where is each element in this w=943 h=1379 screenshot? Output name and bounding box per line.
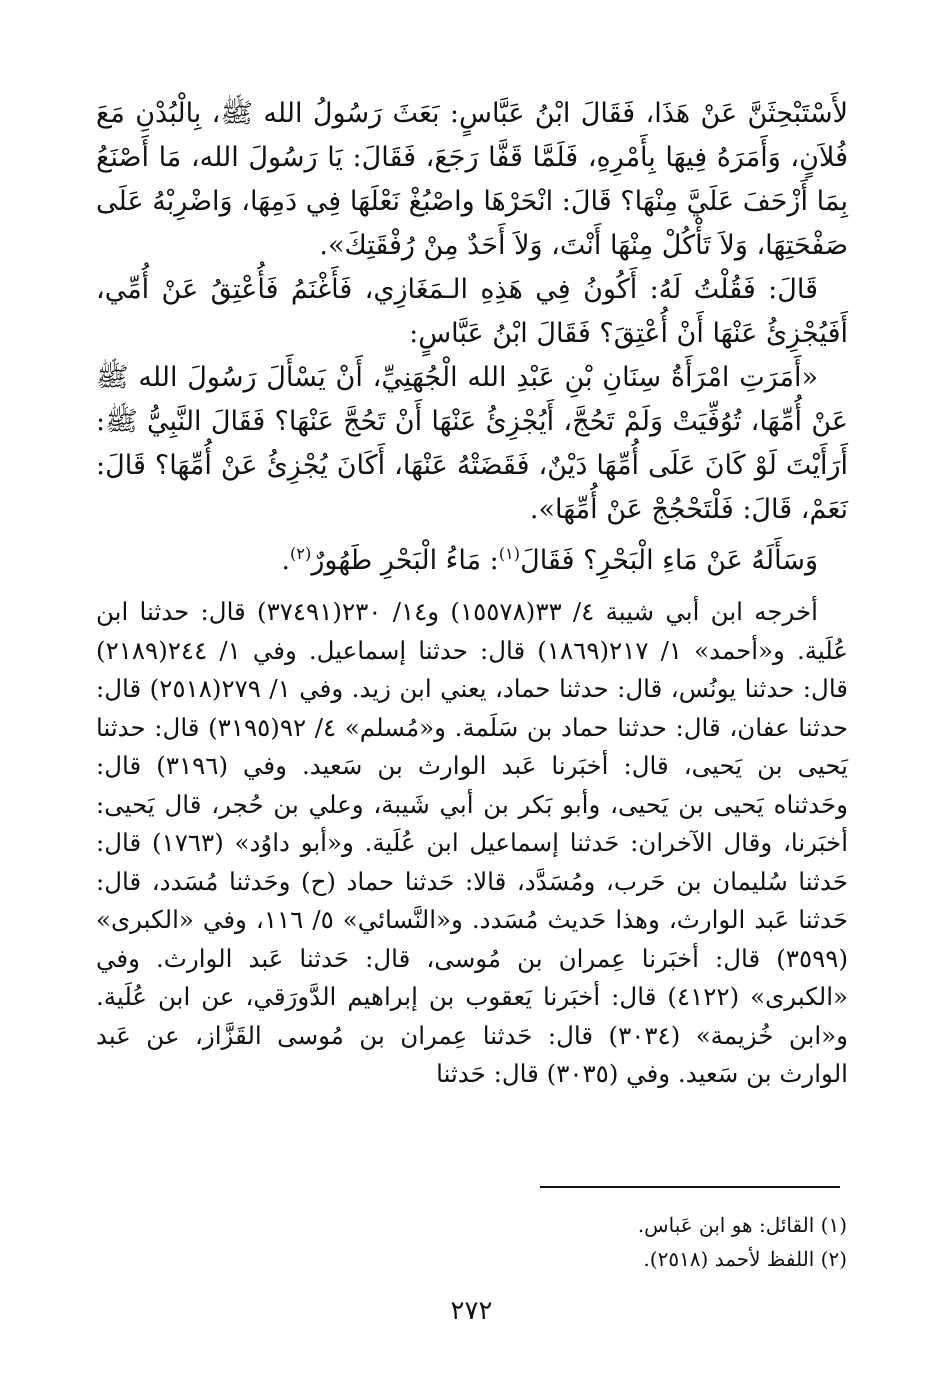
footnote-1: (١) القائل: هو ابن عَباس. — [637, 1213, 847, 1237]
takhrij-text: أخرجه ابن أبي شيبة ٤/ ٣٣(١٥٥٧٨) و١٤/ ٢٣٠(٣٧٤٩١) قال: حدثنا ابن عُلَية. و«أحمد» ١/ ٢١٧(١٨٦٩) قال: حدثنا إسماعيل. وفي ١/ ٢٤٤(٢١٨٩) قال: حدثنا يونُس، قال: حدثنا حماد، يعني ابن زيد. وفي ١/ ٢٧٩(٢٥١٨) قال: حدثنا عفان، قال: حدثنا حماد بن سَلَمة. و«مُسلم» ٤/ ٩٢(٣١٩٥) قال: حدثنا يَحيى بن يَحيى، قال: أخبَرنا عَبد الوارث بن سَعيد. وفي (٣١٩٦) قال: وحَدثناه يَحيى بن يَحيى، وأبو بَكر بن أبي شَيبة، وعلي بن حُجر، قال يَحيى: أخبَرنا، وقال الآخران: حَدثنا إسماعيل ابن عُلَية. و«أبو داوُد» (١٧٦٣) قال: حَدثنا سُليمان بن حَرب، ومُسَدَّد، قالا: حَدثنا حماد (ح) وحَدثنا مُسَدد، قال: حَدثنا عَبد الوارث، وهذا حَديث مُسَدد. و«النَّسائي» ٥/ ١١٦، وفي «الكبرى» (٣٥٩٩) قال: أخبَرنا عِمران بن مُوسى، قال: حَدثنا عَبد الوارث. وفي «الكبرى» (٤١٢٢) قال: أخبَرنا يَعقوب بن إبراهيم الدَّورَقي، عن ابن عُلَية. و«ابن خُزيمة» (٣٠٣٤) قال: حَدثنا عِمران بن مُوسى القَزَّاز، عن عَبد الوارث بن سَعيد. وفي (٣٠٣٥) قال: حَدثنا — [96, 597, 849, 1088]
paragraph-1: لأَسْتَبْحِثَنَّ عَنْ هَذَا، فَقَالَ ابْنُ عَبَّاسٍ: بَعَثَ رَسُولُ الله ﷺ، بِالْبُدْنِ مَعَ فُلاَنٍ، وَأَمَرَهُ فِيهَا بِأَمْرِهِ، فَلَمَّا قَفَّا رَجَعَ، فَقَالَ: يَا رَسُولَ الله، مَا أَصْنَعُ بِمَا أَزْحَفَ عَلَيَّ مِنْهَا؟ قَالَ: انْحَرْهَا واصْبُغْ نَعْلَهَا فِي دَمِهَا، وَاضْرِبْهُ عَلَى صَفْحَتِهَا، وَلاَ تَأْكُلْ مِنْهَا أَنْتَ، وَلاَ أَحَدٌ مِنْ رُفْقَتِكَ». — [96, 98, 848, 261]
paragraph-3 — [96, 532, 848, 583]
footnote-divider — [540, 1186, 840, 1188]
paragraph-3-start: وَسَأَلَهُ عَنْ مَاءِ الْبَحْرِ؟ فَقَالَ — [520, 545, 818, 576]
footnote-ref-2: (٢) — [290, 544, 312, 563]
page-number: ٢٧٢ — [450, 1296, 493, 1326]
footnote-2: (٢) اللفظ لأحمد (٢٥١٨). — [643, 1247, 847, 1271]
hadith-quote — [96, 356, 848, 583]
page-body — [96, 92, 848, 1094]
main-text — [96, 92, 848, 356]
footnotes — [95, 1208, 847, 1276]
hadith-text: «أَمَرَتِ امْرَأَةُ سِنَانِ بْنِ عَبْدِ الله الْجُهَنِيِّ، أَنْ يَسْأَلَ رَسُولَ الله ﷺ عَنْ أُمِّهَا، تُوُفِّيَتْ وَلَمْ تَحُجَّ، أَيُجْزِئُ عَنْهَا أَنْ تَحُجَّ عَنْهَا؟ فَقَالَ النَّبِيُّ ﷺ: أَرَأَيْتَ لَوْ كَانَ عَلَى أُمِّهَا دَيْنٌ، فَقَضَتْهُ عَنْهَا، أَكَانَ يُجْزِئُ عَنْ أُمِّهَا؟ قَالَ: نَعَمْ، قَالَ: فَلْتَحْجُجْ عَنْ أُمِّهَا». — [96, 362, 848, 525]
paragraph-3-mid: : مَاءُ الْبَحْرِ طَهُورٌ — [311, 545, 499, 576]
footnote-ref-1: (١) — [498, 544, 521, 563]
takhrij-section — [96, 593, 848, 1094]
paragraph-3-end: . — [281, 545, 290, 576]
paragraph-2: قَالَ: فَقُلْتُ لَهُ: أَكُونُ فِي هَذِهِ الـمَغَازِي، فَأَغْنَمُ فَأُعْتِقُ عَنْ أُمِّي، أَفَيُجْزِئُ عَنْهَا أَنْ أُعْتِقَ؟ فَقَالَ ابْنُ عَبَّاسٍ: — [96, 274, 848, 349]
